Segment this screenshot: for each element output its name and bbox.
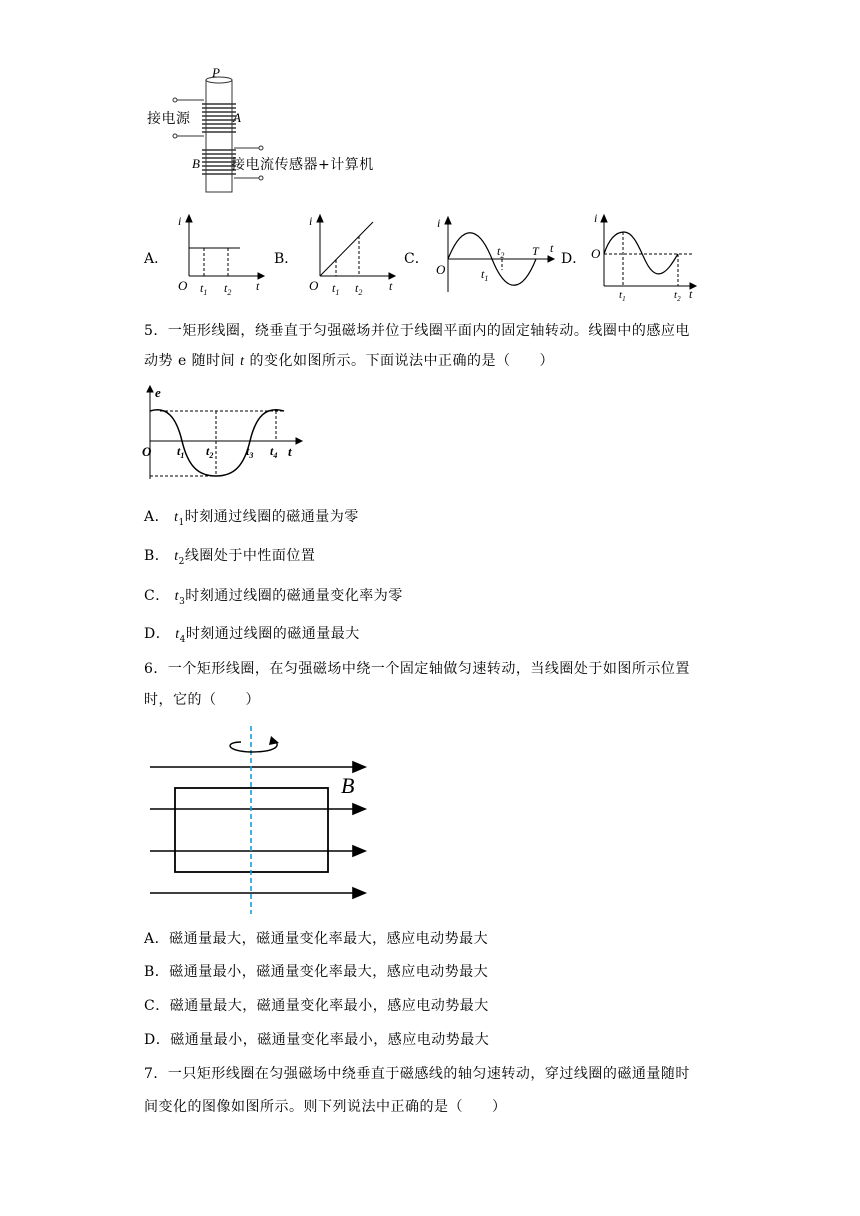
label-a: A — [233, 110, 241, 125]
option-sub: 4 — [179, 634, 186, 645]
svg-text:t2 — [674, 289, 681, 302]
option-var: t — [175, 627, 180, 642]
q6-stem-line2: 时，它的（ ） — [144, 692, 260, 708]
option-text: 磁通量最大，磁通量变化率最大，感应电动势最大 — [169, 931, 489, 947]
tick-t2: t — [206, 444, 210, 458]
option-text: 磁通量最小，磁通量变化率最大，感应电动势最大 — [169, 964, 489, 980]
option-text: 时刻通过线圈的磁通量为零 — [184, 509, 359, 525]
field-label-b: B — [341, 773, 355, 798]
q7-stem-line1 — [144, 1064, 690, 1084]
q6-option-d[interactable] — [144, 1030, 489, 1050]
tick-t1: t — [481, 267, 485, 281]
tick-t1-sub: 1 — [180, 451, 185, 460]
tick-t2: t — [674, 289, 678, 301]
option-letter: C． — [144, 588, 170, 604]
tick-t2-sub: 2 — [500, 251, 505, 260]
q7-stem-line2: 间变化的图像如图所示。则下列说法中正确的是（ ） — [144, 1099, 507, 1115]
q7-stem-text: 一只矩形线圈在匀强磁场中绕垂直于磁感线的轴匀速转动，穿过线圈的磁通量随时 — [167, 1066, 690, 1082]
origin: O — [178, 278, 188, 293]
svg-text:t1 — [619, 289, 626, 302]
q6-number: 6． — [144, 661, 168, 677]
power-label: 接电源 — [147, 111, 191, 127]
svg-text:t2 — [355, 281, 362, 297]
q7-number: 7． — [144, 1066, 168, 1082]
origin: O — [591, 246, 601, 261]
axis-e: e — [155, 385, 161, 400]
svg-text:t1 — [481, 267, 488, 283]
axis-i: i — [178, 214, 182, 228]
option-sub: 2 — [178, 556, 185, 567]
tick-t1-sub: 1 — [622, 295, 626, 302]
q5-option-a[interactable] — [144, 507, 359, 533]
svg-text:t3 — [246, 444, 253, 460]
tick-t2: t — [224, 281, 228, 295]
label-b: B — [192, 156, 200, 171]
tick-t3: t — [246, 444, 250, 458]
option-var: t — [174, 510, 179, 525]
axis-t: t — [288, 444, 292, 459]
sensor-label: 接电流传感器+计算机 — [231, 157, 374, 173]
tick-t2-sub: 2 — [227, 288, 232, 297]
axis-t: t — [256, 279, 260, 293]
q5-option-d[interactable] — [144, 624, 360, 650]
option-letter: A． — [144, 931, 170, 947]
q5-stem-line2-a: 动势 e 随时间 — [144, 353, 241, 369]
svg-text:t2 — [206, 444, 213, 460]
axis-i: i — [437, 216, 441, 230]
option-letter: D． — [144, 626, 171, 642]
svg-text:t4 — [270, 444, 277, 460]
q5-emf-graph — [140, 384, 310, 484]
option-text: 时刻通过线圈的磁通量变化率为零 — [185, 588, 403, 604]
svg-text:t1 — [200, 281, 207, 297]
q5-number: 5． — [144, 323, 168, 339]
q6-stem-text: 一个矩形线圈，在匀强磁场中绕一个固定轴做匀速转动，当线圈处于如图所示位置 — [167, 661, 690, 677]
q4-option-d-graph — [588, 210, 706, 302]
option-letter: B． — [144, 964, 170, 980]
axis-t: t — [689, 287, 693, 301]
q4-option-a-letter[interactable]: A． — [144, 251, 169, 267]
svg-text:t2 — [497, 244, 504, 260]
q6-coil-field-figure — [145, 724, 375, 916]
q6-stem-line1 — [144, 659, 690, 679]
period-t: T — [532, 244, 539, 258]
tick-t1: t — [177, 444, 181, 458]
q5-stem-line1 — [144, 321, 690, 341]
origin: O — [142, 444, 152, 459]
option-letter: A． — [144, 509, 170, 525]
q5-option-b[interactable] — [144, 546, 315, 572]
option-text: 线圈处于中性面位置 — [184, 548, 316, 564]
tick-t3-sub: 3 — [249, 451, 254, 460]
option-text: 时刻通过线圈的磁通量最大 — [185, 626, 360, 642]
option-var: t — [174, 589, 180, 604]
option-text: 磁通量最大，磁通量变化率最小，感应电动势最大 — [169, 998, 489, 1014]
q4-option-b-graph — [303, 210, 403, 298]
axis-t: t — [550, 241, 554, 255]
tick-t2-sub: 2 — [209, 451, 214, 460]
tick-t2: t — [497, 244, 501, 258]
option-text: 磁通量最小，磁通量变化率最小，感应电动势最大 — [170, 1032, 490, 1048]
q6-option-b[interactable] — [144, 962, 488, 982]
option-sub: 3 — [179, 596, 186, 607]
tick-t2: t — [355, 281, 359, 295]
tick-t1: t — [200, 281, 204, 295]
tick-t1-sub: 1 — [335, 288, 340, 297]
q4-option-c-letter[interactable]: C． — [404, 251, 429, 267]
option-sub: 1 — [178, 517, 185, 528]
origin: O — [309, 278, 319, 293]
label-p: P — [212, 66, 220, 80]
q5-stem-line2 — [144, 351, 554, 372]
tick-t2-sub: 2 — [677, 295, 681, 302]
q4-option-c-graph — [432, 212, 560, 298]
axis-i: i — [309, 214, 313, 228]
option-letter: B． — [144, 548, 170, 564]
q6-option-a[interactable] — [144, 929, 488, 949]
q6-option-c[interactable] — [144, 996, 489, 1016]
axis-i: i — [594, 211, 598, 225]
svg-text:t2 — [224, 281, 231, 297]
solenoid-figure — [140, 66, 390, 196]
q4-option-a-graph — [172, 210, 272, 298]
q5-stem-var: t — [240, 354, 245, 369]
tick-t1: t — [619, 289, 623, 301]
svg-text:t1 — [332, 281, 339, 297]
q5-stem-text: 一矩形线圈，绕垂直于匀强磁场并位于线圈平面内的固定轴转动。线圈中的感应电 — [167, 323, 690, 339]
tick-t1: t — [332, 281, 336, 295]
tick-t1-sub: 1 — [203, 288, 208, 297]
origin: O — [436, 262, 446, 277]
option-letter: D． — [144, 1032, 171, 1048]
tick-t2-sub: 2 — [358, 288, 363, 297]
tick-t4-sub: 4 — [273, 451, 278, 460]
q5-stem-line2-b: 的变化如图所示。下面说法中正确的是（ ） — [244, 353, 554, 369]
option-var: t — [174, 549, 179, 564]
q5-option-c[interactable] — [144, 586, 403, 612]
option-letter: C． — [144, 998, 170, 1014]
q4-option-d-letter[interactable]: D． — [561, 251, 587, 267]
axis-t: t — [389, 279, 393, 293]
q4-option-b-letter[interactable]: B． — [274, 251, 299, 267]
tick-t1-sub: 1 — [484, 274, 489, 283]
tick-t4: t — [270, 444, 274, 458]
